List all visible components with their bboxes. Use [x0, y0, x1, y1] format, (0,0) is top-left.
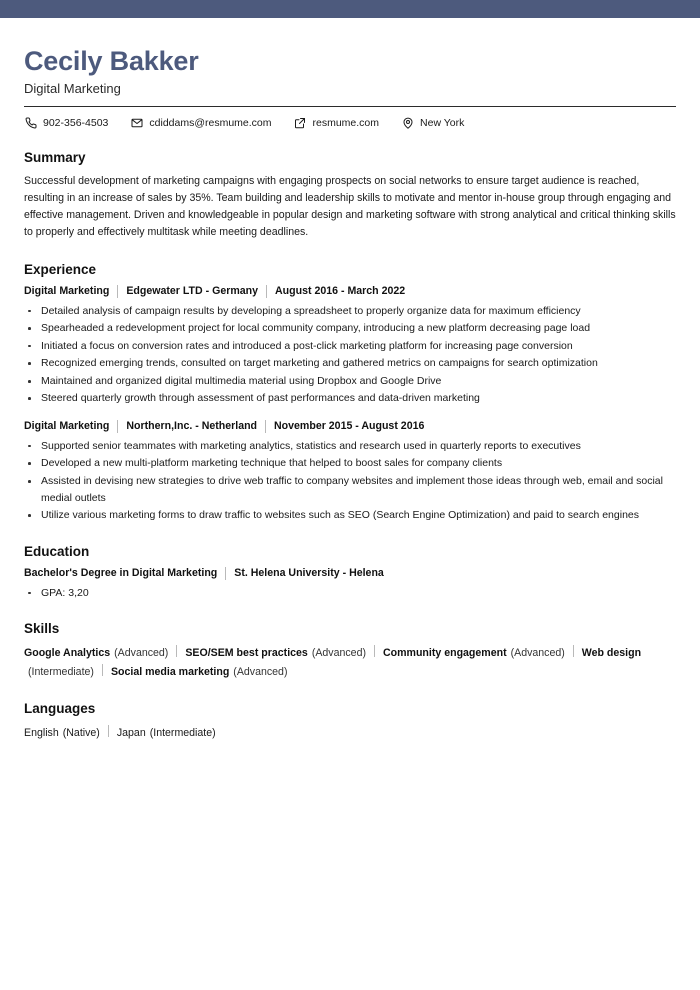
skills-list [24, 644, 676, 680]
field-separator [108, 725, 109, 737]
field-separator [225, 567, 226, 580]
experience-role: Digital Marketing [24, 284, 110, 297]
section-experience [24, 262, 676, 524]
section-title-education: Education [24, 543, 90, 559]
contact-item-website[interactable] [294, 117, 380, 130]
list-item: Recognized emerging trends, consulted on target marketing and gathered metrics on campaigns for search optimization [24, 355, 676, 372]
skill-item [185, 644, 366, 662]
field-separator [117, 285, 118, 298]
contact-item-location[interactable] [401, 117, 464, 130]
contact-value-location: New York [420, 117, 465, 130]
contact-value-website: resmume.com [312, 117, 380, 130]
skill-item [24, 663, 94, 681]
list-item: Initiated a focus on conversion rates and introduced a post-click marketing platform for increasing page conversion [24, 338, 676, 355]
experience-entry-header [24, 285, 676, 299]
location-icon [401, 117, 414, 130]
email-icon [130, 117, 143, 130]
list-item: Maintained and organized digital multimedia material using Dropbox and Google Drive [24, 373, 676, 390]
education-school: St. Helena University - Helena [234, 566, 384, 579]
contact-bar [24, 117, 676, 130]
website-icon [294, 117, 307, 130]
section-skills [24, 621, 676, 681]
skill-level: (Advanced) [510, 647, 565, 660]
education-entry [24, 567, 676, 601]
contact-item-phone[interactable] [24, 117, 108, 130]
language-level: (Native) [62, 727, 100, 740]
resume-content [0, 18, 700, 742]
skill-item [582, 644, 641, 662]
section-education [24, 544, 676, 602]
list-item: Assisted in devising new strategies to drive web traffic to company websites and implement those ideas through web, email and social medial outlets [24, 473, 676, 506]
section-title-languages: Languages [24, 700, 96, 716]
experience-entry [24, 285, 676, 407]
field-separator [102, 664, 103, 676]
field-separator [374, 645, 375, 657]
education-degree: Bachelor's Degree in Digital Marketing [24, 566, 218, 579]
list-item: Spearheaded a redevelopment project for local community company, introducing a new platform decreasing page load [24, 320, 676, 337]
list-item: Steered quarterly growth through assessment of past performances and data-driven marketing [24, 390, 676, 407]
section-languages [24, 701, 676, 742]
experience-dates: August 2016 - March 2022 [275, 284, 406, 297]
experience-dates: November 2015 - August 2016 [274, 420, 425, 433]
section-title-summary: Summary [24, 149, 86, 165]
candidate-name: Cecily Bakker [24, 46, 199, 76]
education-bullets [24, 585, 676, 602]
skill-level: (Advanced) [233, 665, 288, 678]
language-name: Japan [116, 727, 146, 740]
education-entry-header [24, 567, 676, 581]
skill-level: (Intermediate) [28, 665, 94, 678]
skill-item [383, 644, 565, 662]
top-accent-bar [0, 0, 700, 18]
list-item: Developed a new multi-platform marketing technique that helped to boost sales for company clients [24, 455, 676, 472]
summary-text: Successful development of marketing campaigns with engaging prospects on social networks to ensure target audience is reached, resulting in an increase of sales by 35%. Team building and leadership skills to motivate and mentor in-house group through engaging and effective management. Driven and knowledgeable in popular design and marketing software with strong analytical and critical thinking skills to properly and effectively multitask while meeting deadlines. [24, 175, 676, 239]
languages-list [24, 724, 676, 742]
section-title-experience: Experience [24, 261, 97, 277]
field-separator [117, 420, 118, 433]
experience-company: Northern,Inc. - Netherland [126, 420, 258, 433]
experience-role: Digital Marketing [24, 420, 110, 433]
candidate-job-title: Digital Marketing [24, 81, 121, 97]
section-summary [24, 150, 676, 242]
section-title-skills: Skills [24, 621, 60, 637]
skill-item [111, 663, 288, 681]
contact-item-email[interactable] [130, 117, 271, 130]
skill-name: Social media marketing [110, 665, 230, 678]
field-separator [573, 645, 574, 657]
header-divider [24, 106, 676, 107]
skill-item [24, 644, 168, 662]
language-level: (Intermediate) [149, 727, 216, 740]
list-item: GPA: 3,20 [24, 585, 676, 602]
language-item [117, 724, 216, 742]
skill-level: (Advanced) [114, 647, 169, 660]
language-item [24, 724, 100, 742]
list-item: Detailed analysis of campaign results by developing a spreadsheet to properly organize data for maximum efficiency [24, 303, 676, 320]
field-separator [265, 420, 266, 433]
skill-name: SEO/SEM best practices [185, 647, 308, 660]
field-separator [266, 285, 267, 298]
phone-icon [24, 117, 37, 130]
resume-header [24, 18, 676, 107]
experience-company: Edgewater LTD - Germany [126, 284, 259, 297]
skill-name: Google Analytics [24, 647, 111, 660]
experience-bullets [24, 438, 676, 524]
list-item: Supported senior teammates with marketing analytics, statistics and research used in quarterly reports to executives [24, 438, 676, 455]
field-separator [176, 645, 177, 657]
contact-value-phone: 902-356-4503 [43, 117, 109, 130]
experience-bullets [24, 303, 676, 407]
experience-entry-header [24, 420, 676, 434]
list-item: Utilize various marketing forms to draw traffic to websites such as SEO (Search Engine Optimization) and paid to search engines [24, 507, 676, 524]
skill-level: (Advanced) [311, 647, 366, 660]
language-name: English [24, 727, 59, 740]
skill-name: Web design [581, 647, 642, 660]
experience-entry [24, 420, 676, 524]
contact-value-email: cdiddams@resmume.com [149, 117, 272, 130]
skill-name: Community engagement [383, 647, 507, 660]
